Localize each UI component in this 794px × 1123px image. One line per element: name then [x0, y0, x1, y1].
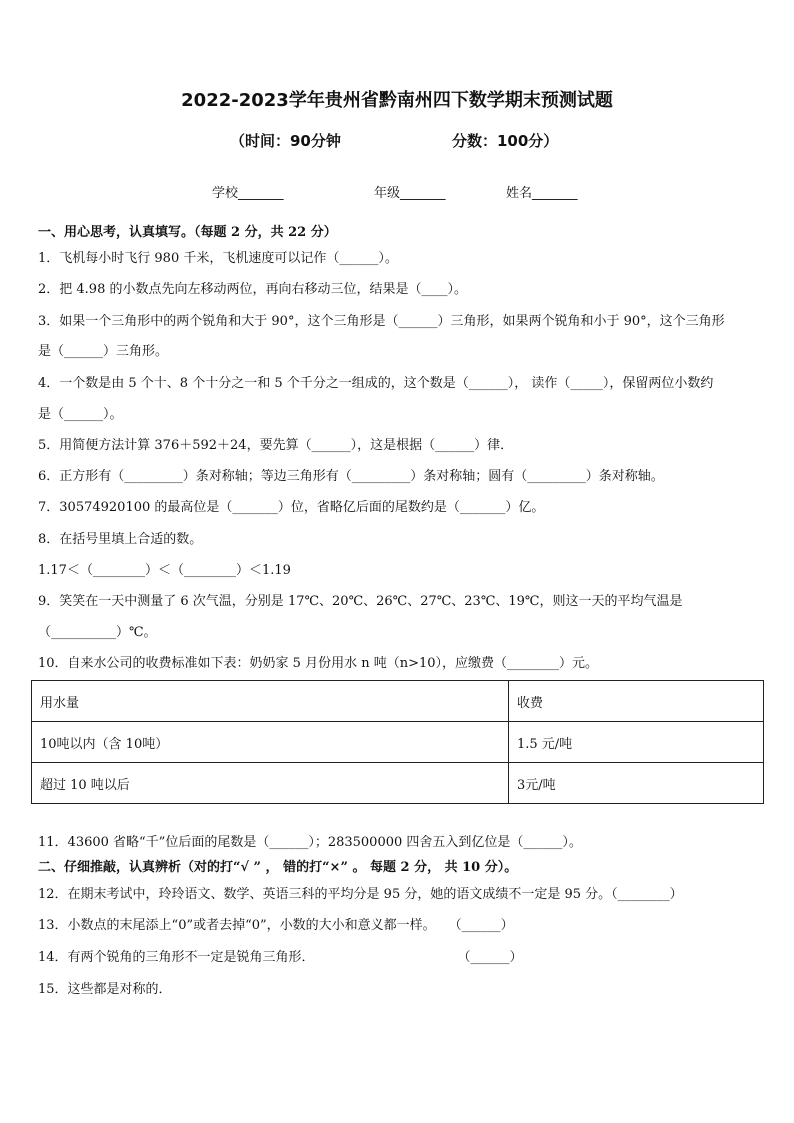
question-14: 14．有两个锐角的三角形不一定是锐角三角形． （______）	[38, 950, 523, 965]
question-6: 6．正方形有（_________）条对称轴；等边三角形有（_________）条对称轴；圆有（_________）条对称轴。	[38, 469, 664, 484]
exam-time: （时间：90分钟	[230, 132, 341, 150]
question-7: 7．30574920100 的最高位是（_______）位，省略亿后面的尾数约是（_______）亿。	[38, 500, 545, 515]
question-12: 12．在期末考试中，玲玲语文、数学、英语三科的平均分是 95 分，她的语文成绩不一定是 95 分。（________）	[38, 887, 683, 902]
table-header-cell: 用水量	[32, 681, 509, 722]
question-2: 2．把 4.98 的小数点先向左移动两位，再向右移动三位，结果是（____）。	[38, 282, 467, 297]
question-15: 15．这些都是对称的．	[38, 982, 172, 997]
question-11: 11．43600 省略“千”位后面的尾数是（______）；283500000 四舍五入到亿位是（______）。	[38, 835, 582, 850]
table-row	[32, 722, 764, 763]
question-9-line-1: 9．笑笑在一天中测量了 6 次气温，分别是 17℃、20℃、26℃、27℃、23℃、19℃，则这一天的平均气温是	[38, 594, 683, 609]
section-1-heading: 一、用心思考，认真填写。（每题 2 分，共 22 分）	[38, 225, 337, 240]
question-4-line-1: 4．一个数是由 5 个十、8 个十分之一和 5 个千分之一组成的，这个数是（______）， 读作（_____），保留两位小数约	[38, 376, 714, 391]
name-field: 姓名_______	[506, 186, 578, 201]
question-8-inequality: 1.17＜（________）＜（________）＜1.19	[38, 563, 291, 578]
section-2-heading: 二、仔细推敲，认真辨析（对的打“√ ” ， 错的打“×” 。 每题 2 分， 共 10 分）。	[38, 860, 518, 875]
grade-field: 年级_______	[374, 186, 446, 201]
table-cell: 3元/吨	[509, 763, 764, 804]
table-header-row	[32, 681, 764, 722]
question-5: 5．用简便方法计算 376＋592＋24，要先算（______），这是根据（______）律．	[38, 438, 514, 453]
question-13: 13．小数点的末尾添上“0”或者去掉“0”，小数的大小和意义都一样。 （______）	[38, 918, 514, 933]
question-3-line-2: 是（______）三角形。	[38, 344, 169, 359]
question-8: 8．在括号里填上合适的数。	[38, 532, 203, 547]
table-cell: 10吨以内（含 10吨）	[32, 722, 509, 763]
question-4-line-2: 是（______）。	[38, 407, 123, 422]
table-header-cell: 收费	[509, 681, 764, 722]
exam-score: 分数：100分）	[452, 132, 559, 150]
question-9-line-2: （__________）℃。	[38, 625, 157, 640]
school-field: 学校_______	[212, 186, 284, 201]
table-row	[32, 763, 764, 804]
question-1: 1．飞机每小时飞行 980 千米，飞机速度可以记作（______）。	[38, 251, 398, 266]
table-cell: 超过 10 吨以后	[32, 763, 509, 804]
table-cell: 1.5 元/吨	[509, 722, 764, 763]
question-3-line-1: 3．如果一个三角形中的两个锐角和大于 90°，这个三角形是（______）三角形，如果两个锐角和小于 90°，这个三角形	[38, 314, 725, 329]
fee-table	[31, 680, 764, 804]
page-title: 2022-2023学年贵州省黔南州四下数学期末预测试题	[181, 90, 613, 111]
question-10: 10．自来水公司的收费标准如下表：奶奶家 5 月份用水 n 吨（n>10），应缴费（________）元。	[38, 656, 599, 671]
